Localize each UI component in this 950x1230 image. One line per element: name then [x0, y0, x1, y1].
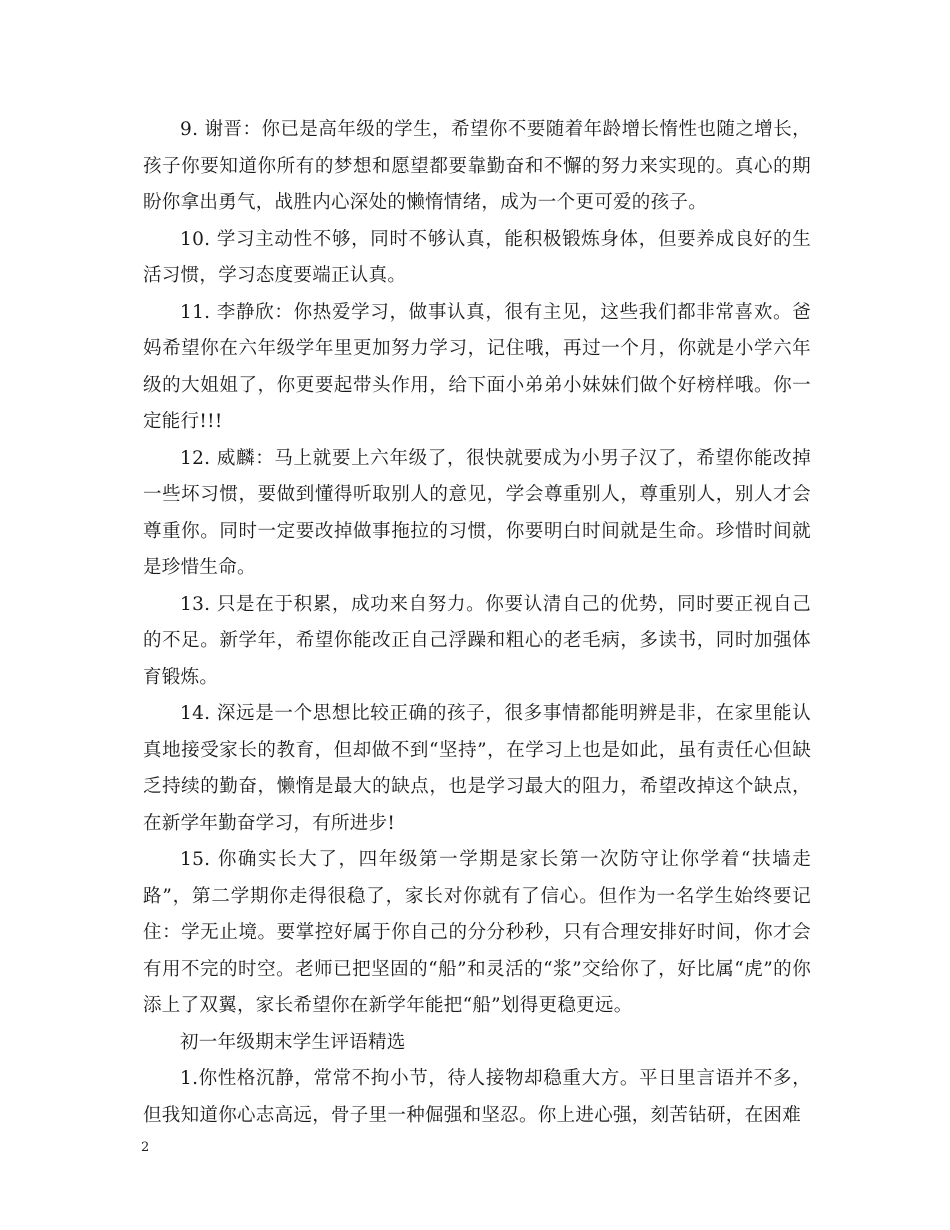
paragraph-comment-11: 11. 李静欣：你热爱学习，做事认真，很有主见，这些我们都非常喜欢。爸妈希望你在六年级学年里更加努力学习，记住哦，再过一个月，你就是小学六年级的大姐姐了，你更要起带头作用，给下面小弟弟小妹妹们做个好榜样哦。你一定能行!!! — [143, 301, 811, 432]
page-number: 2 — [141, 1140, 150, 1155]
paragraph-comment-14: 14. 深远是一个思想比较正确的孩子，很多事情都能明辨是非，在家里能认真地接受家长的教育，但却做不到“坚持”，在学习上也是如此，虽有责任心但缺乏持续的勤奋，懒惰是最大的缺点，也是学习最大的阻力，希望改掉这个缺点，在新学年勤奋学习，有所进步! — [143, 703, 811, 834]
paragraph-comment-13: 13. 只是在于积累，成功来自努力。你要认清自己的优势，同时要正视自己的不足。新学年，希望你能改正自己浮躁和粗心的老毛病，多读书，同时加强体育锻炼。 — [143, 593, 811, 688]
paragraph-comment-12: 12. 威麟：马上就要上六年级了，很快就要成为小男子汉了，希望你能改掉一些坏习惯，要做到懂得听取别人的意见，学会尊重别人，尊重别人，别人才会尊重你。同时一定要改掉做事拖拉的习惯，你要明白时间就是生命。珍惜时间就是珍惜生命。 — [143, 447, 811, 578]
paragraph-comment-10: 10. 学习主动性不够，同时不够认真，能积极锻炼身体，但要养成良好的生活习惯，学习态度要端正认真。 — [143, 228, 811, 286]
section-heading: 初一年级期末学生评语精选 — [180, 1031, 406, 1053]
paragraph-comment-15: 15. 你确实长大了，四年级第一学期是家长第一次防守让你学着“扶墙走路”，第二学期你走得很稳了，家长对你就有了信心。但作为一名学生始终要记住：学无止境。要掌控好属于你自己的分分秒秒，只有合理安排好时间，你才会有用不完的时空。老师已把坚固的“船”和灵活的“浆”交给你了，好比属“虎”的你添上了双翼，家长希望你在新学年能把“船”划得更稳更远。 — [143, 849, 811, 1016]
document-body — [143, 112, 811, 1134]
paragraph-comment-9: 9. 谢晋：你已是高年级的学生，希望你不要随着年龄增长惰性也随之增长，孩子你要知道你所有的梦想和愿望都要靠勤奋和不懈的努力来实现的。真心的期盼你拿出勇气，战胜内心深处的懒惰情绪，成为一个更可爱的孩子。 — [143, 119, 811, 213]
paragraph-grade7-comment-1: 1.你性格沉静，常常不拘小节，待人接物却稳重大方。平日里言语并不多，但我知道你心志高远，骨子里一种倔强和坚忍。你上进心强，刻苦钻研，在困难 — [143, 1068, 811, 1126]
